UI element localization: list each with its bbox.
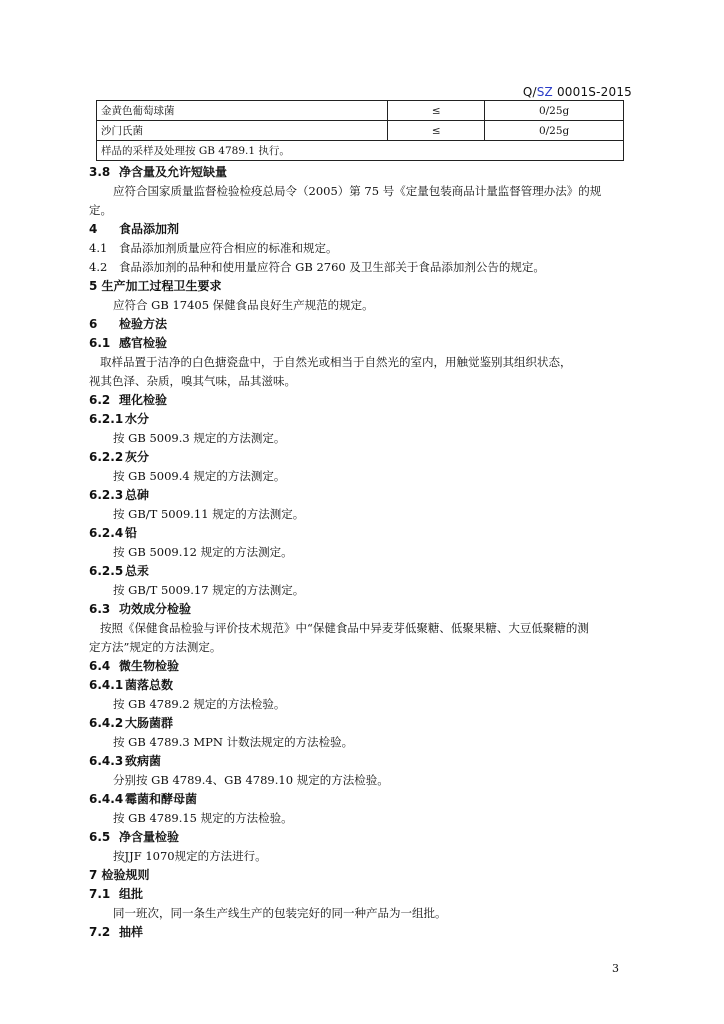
heading-7-2: 7.2 抽样 bbox=[89, 925, 144, 939]
paragraph: 按 GB 5009.3 规定的方法测定。 bbox=[113, 431, 286, 445]
code-suffix: 0001S-2015 bbox=[552, 85, 632, 99]
microbial-limits-table bbox=[96, 100, 624, 161]
heading-6-4-2: 6.4.2 大肠菌群 bbox=[89, 716, 174, 730]
page-number: 3 bbox=[612, 962, 619, 975]
paragraph: 取样品置于洁净的白色搪瓷盘中，于自然光或相当于自然光的室内，用触觉鉴别其组织状态， bbox=[100, 355, 572, 369]
heading-6: 6 检验方法 bbox=[89, 317, 168, 331]
document-body bbox=[89, 163, 629, 942]
heading-6-4-1: 6.4.1 菌落总数 bbox=[89, 678, 174, 692]
heading-7: 7 检验规则 bbox=[89, 868, 150, 882]
paragraph: 定。 bbox=[89, 203, 112, 217]
heading-6-4: 6.4 微生物检验 bbox=[89, 659, 180, 673]
code-prefix: Q/ bbox=[522, 85, 537, 99]
table-cell-value: 0/25g bbox=[485, 101, 624, 121]
paragraph: 按 GB 4789.2 规定的方法检验。 bbox=[113, 697, 286, 711]
paragraph: 按照《保健食品检验与评价技术规范》中“保健食品中异麦芽低聚糖、低聚果糖、大豆低聚糖的测 bbox=[100, 621, 589, 635]
heading-6-3: 6.3 功效成分检验 bbox=[89, 602, 192, 616]
table-cell-name: 沙门氏菌 bbox=[97, 121, 388, 141]
heading-6-1: 6.1 感官检验 bbox=[89, 336, 168, 350]
heading-6-2: 6.2 理化检验 bbox=[89, 393, 168, 407]
heading-6-2-2: 6.2.2 灰分 bbox=[89, 450, 150, 464]
standard-code-header bbox=[523, 85, 632, 99]
paragraph: 同一班次，同一条生产线生产的包装完好的同一种产品为一组批。 bbox=[113, 906, 447, 920]
paragraph: 按 GB/T 5009.11 规定的方法测定。 bbox=[113, 507, 305, 521]
heading-5: 5 生产加工过程卫生要求 bbox=[89, 279, 222, 293]
heading-3-8: 3.8 净含量及允许短缺量 bbox=[89, 165, 228, 179]
paragraph: 按 GB 4789.15 规定的方法检验。 bbox=[113, 811, 293, 825]
table-row bbox=[97, 121, 624, 141]
table-note: 样品的采样及处理按 GB 4789.1 执行。 bbox=[97, 141, 624, 161]
table-cell-value: 0/25g bbox=[485, 121, 624, 141]
heading-6-2-5: 6.2.5 总汞 bbox=[89, 564, 150, 578]
heading-6-4-4: 6.4.4 霉菌和酵母菌 bbox=[89, 792, 198, 806]
table-cell-name: 金黄色葡萄球菌 bbox=[97, 101, 388, 121]
paragraph: 应符合 GB 17405 保健食品良好生产规范的规定。 bbox=[113, 298, 374, 312]
heading-7-1: 7.1 组批 bbox=[89, 887, 144, 901]
paragraph: 应符合国家质量监督检验检疫总局令（2005）第 75 号《定量包装商品计量监督管理办法》的规 bbox=[113, 184, 602, 198]
paragraph: 按JJF 1070规定的方法进行。 bbox=[113, 849, 267, 863]
paragraph: 定方法”规定的方法测定。 bbox=[89, 640, 222, 654]
heading-4: 4 食品添加剂 bbox=[89, 222, 180, 236]
table-note-row bbox=[97, 141, 624, 161]
table-cell-op: ≤ bbox=[388, 101, 485, 121]
heading-6-2-3: 6.2.3 总砷 bbox=[89, 488, 150, 502]
paragraph-4-2: 4.2 食品添加剂的品种和使用量应符合 GB 2760 及卫生部关于食品添加剂公告的规定。 bbox=[89, 260, 545, 274]
paragraph: 按 GB 5009.4 规定的方法测定。 bbox=[113, 469, 286, 483]
heading-6-5: 6.5 净含量检验 bbox=[89, 830, 180, 844]
table-row bbox=[97, 101, 624, 121]
paragraph: 视其色泽、杂质，嗅其气味，品其滋味。 bbox=[89, 374, 296, 388]
paragraph: 分别按 GB 4789.4、GB 4789.10 规定的方法检验。 bbox=[113, 773, 389, 787]
paragraph-4-1: 4.1 食品添加剂质量应符合相应的标准和规定。 bbox=[89, 241, 338, 255]
code-sz: SZ bbox=[536, 85, 553, 99]
heading-6-4-3: 6.4.3 致病菌 bbox=[89, 754, 162, 768]
table-cell-op: ≤ bbox=[388, 121, 485, 141]
heading-6-2-1: 6.2.1 水分 bbox=[89, 412, 150, 426]
paragraph: 按 GB 4789.3 MPN 计数法规定的方法检验。 bbox=[113, 735, 354, 749]
paragraph: 按 GB/T 5009.17 规定的方法测定。 bbox=[113, 583, 305, 597]
paragraph: 按 GB 5009.12 规定的方法测定。 bbox=[113, 545, 293, 559]
heading-6-2-4: 6.2.4 铅 bbox=[89, 526, 138, 540]
